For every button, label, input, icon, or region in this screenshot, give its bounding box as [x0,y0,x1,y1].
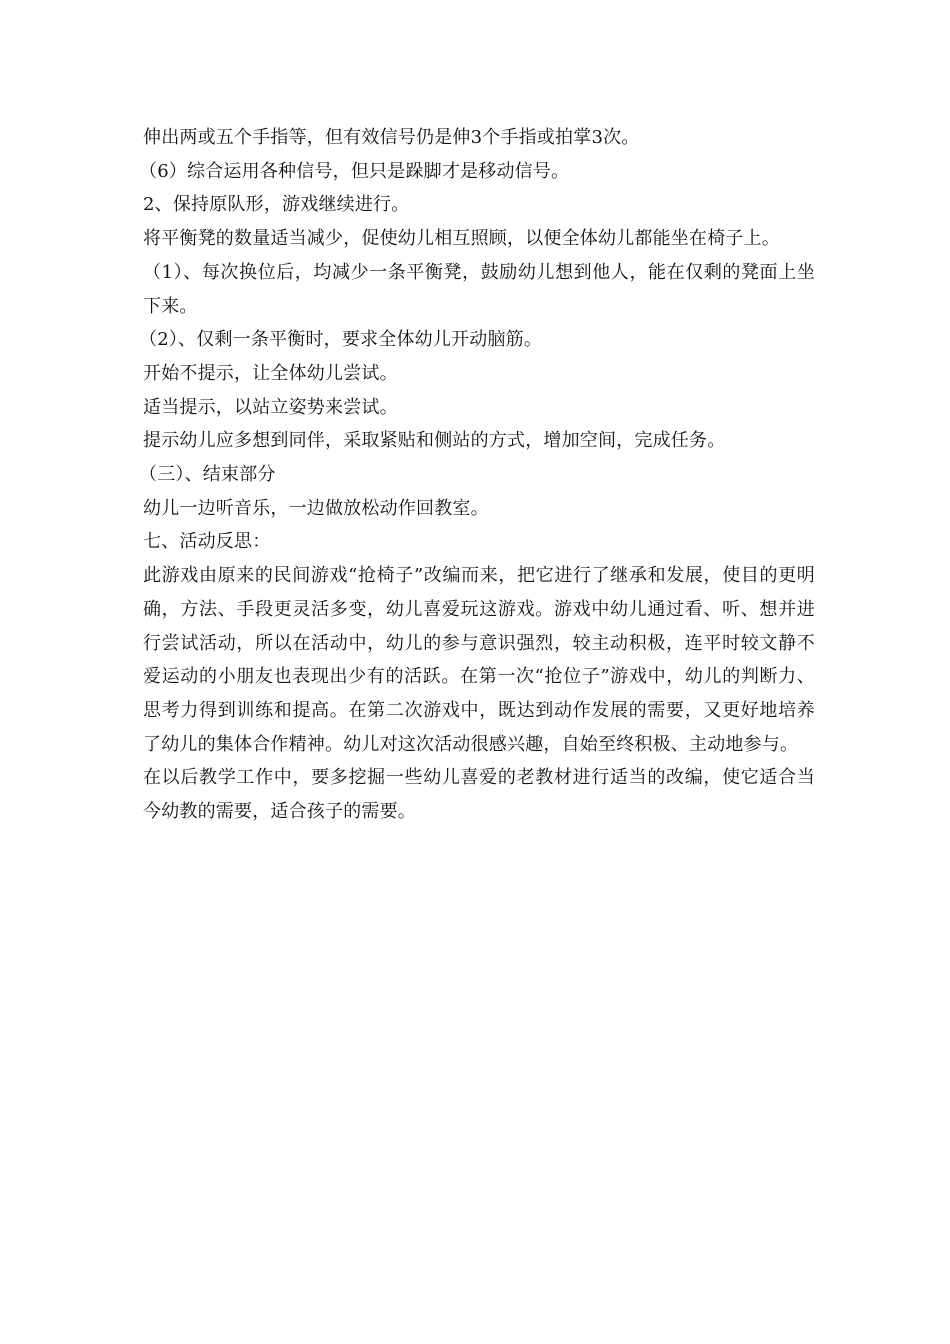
paragraph-finger-signals: 伸出两或五个手指等，但有效信号仍是伸3个手指或拍掌3次。 [143,127,640,148]
paragraph-reflection-body: 此游戏由原来的民间游戏“抢椅子”改编而来，把它进行了继承和发展，使目的更明确，方法、手段更灵活多变，幼儿喜爱玩这游戏。游戏中幼儿通过看、听、想并进行尝试活动，所以在活动中，幼儿的参与意识强烈，较主动积极，连平时较文静不爱运动的小朋友也表现出少有的活跃。在第一次“抢位子”游戏中，幼儿的判断力、思考力得到训练和提高。在第二次游戏中，既达到动作发展的需要，又更好地培养了幼儿的集体合作精神。幼儿对这次活动很感兴趣，自始至终积极、主动地参与。 [143,565,815,755]
paragraph-ending-heading: （三）、结束部分 [139,464,276,486]
paragraph-reflection-heading: 七、活动反思： [143,531,271,553]
paragraph-no-hints: 开始不提示，让全体幼儿尝试。 [143,362,398,384]
paragraph-step-6: （6）综合运用各种信号，但只是跺脚才是移动信号。 [139,160,570,182]
paragraph-step-1: （1）、每次换位后，均减少一条平衡凳，鼓励幼儿想到他人，能在仅剩的凳面上坐下来。 [143,261,815,317]
paragraph-hint-partners: 提示幼儿应多想到同伴，采取紧贴和侧站的方式，增加空间，完成任务。 [143,430,726,452]
paragraph-hint-standing: 适当提示，以站立姿势来尝试。 [143,396,398,418]
paragraph-step-2: （2）、仅剩一条平衡时，要求全体幼儿开动脑筋。 [139,329,543,351]
paragraph-ending-music: 幼儿一边听音乐，一边做放松动作回教室。 [143,497,489,519]
document-body [139,121,815,829]
paragraph-future-work: 在以后教学工作中，要多挖掘一些幼儿喜爱的老教材进行适当的改编，使它适合当今幼教的需要，适合孩子的需要。 [143,767,815,823]
paragraph-reduce-benches: 将平衡凳的数量适当减少，促使幼儿相互照顾，以便全体幼儿都能坐在椅子上。 [143,228,780,250]
paragraph-section-2-heading: 2、保持原队形，游戏继续进行。 [143,194,410,216]
